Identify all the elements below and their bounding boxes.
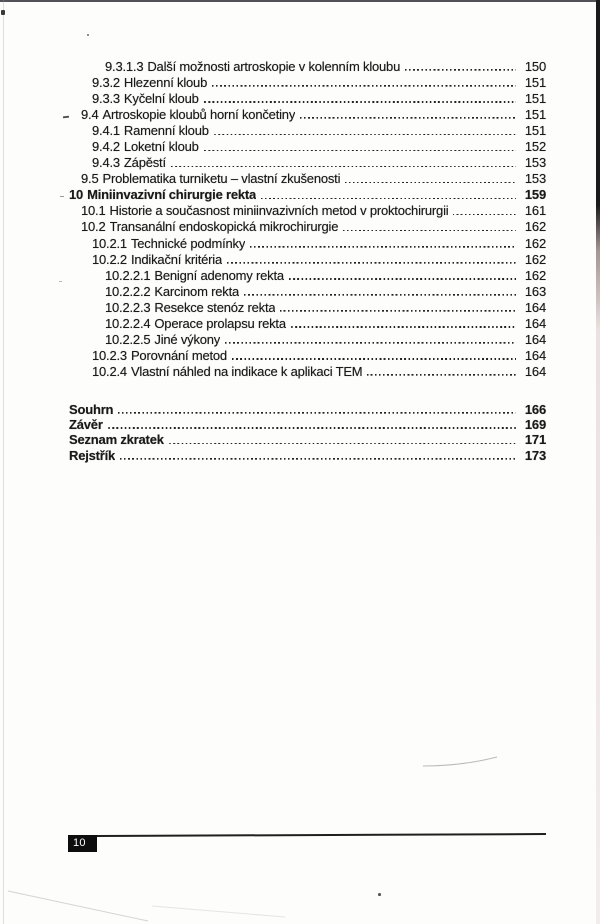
toc-entry-title: Benigní adenomy rekta: [154, 267, 284, 283]
toc-entry-title: Transanální endoskopická mikrochirurgie: [109, 219, 339, 235]
toc-entry: [0, 171, 546, 187]
toc-entry-title: Seznam zkratek: [69, 432, 164, 448]
dot-leader: [204, 150, 516, 152]
toc-entry: [0, 203, 546, 219]
toc-entry-number: 9.3.1.3: [105, 59, 144, 74]
toc-entry-title: Zápěstí: [123, 155, 166, 171]
toc-entry-page: 162: [524, 267, 546, 283]
toc-entry-page: 151: [524, 91, 546, 107]
toc-entry-page: 164: [524, 331, 546, 347]
toc-entry-title: Porovnání metod: [130, 347, 227, 363]
dot-leader: [345, 182, 516, 184]
toc-entry-page: 173: [524, 447, 546, 463]
toc-entry: [0, 268, 546, 284]
toc-entry-title: Závěr: [69, 417, 103, 433]
toc-entry-title: Resekce stenóz rekta: [154, 299, 276, 315]
toc-entry-number: 9.3.3: [92, 91, 120, 107]
toc-entry-title: Rejstřík: [69, 447, 116, 463]
toc-backmatter-list: [0, 402, 546, 463]
toc-entry-number: 10.2.2.2: [105, 283, 151, 299]
toc-entry: [0, 139, 546, 155]
toc-entry-number: 9.4.2: [92, 139, 120, 155]
toc-entry-title: Operace prolapsu rekta: [154, 315, 286, 331]
toc-entry: [0, 91, 546, 107]
toc-entry-number: 9.3.2: [92, 75, 120, 91]
scan-artifact-speck: [87, 34, 89, 36]
toc-entry-number: 10.2.3: [92, 347, 127, 363]
toc-entry-number: 9.4.3: [92, 155, 120, 171]
dot-leader: [250, 246, 516, 248]
toc-entry-title: Další možnosti artroskopie v kolenním kloubu: [147, 59, 401, 74]
toc-entry-page: 166: [524, 401, 546, 417]
dot-leader: [300, 117, 516, 119]
toc-entry-number: 9.4.1: [92, 123, 120, 139]
dot-leader: [118, 412, 516, 414]
toc-entry-list: [0, 59, 546, 380]
backmatter-entry: [0, 432, 546, 447]
toc-entry: [0, 284, 546, 300]
toc-entry-title: Indikační kritéria: [130, 251, 223, 267]
toc-entry-number: 10.2.2.5: [105, 331, 151, 347]
footer-rule: [97, 833, 546, 837]
scan-artifact-speck: [1, 10, 5, 15]
toc-entry-number: 10.2.2.3: [105, 299, 151, 315]
toc-entry: [0, 236, 546, 252]
toc-entry-title: Jiné výkony: [154, 331, 221, 347]
toc-entry: [0, 300, 546, 316]
dot-leader: [261, 198, 516, 200]
dot-leader: [280, 310, 516, 312]
toc-entry-title: Loketní kloub: [123, 139, 199, 155]
toc-entry: [0, 123, 546, 139]
toc-entry-page: 161: [524, 203, 546, 219]
toc-entry-number: 10.2.2.1: [105, 267, 151, 283]
toc-entry-page: 153: [524, 171, 546, 187]
dot-leader: [120, 458, 516, 460]
toc-entry: [0, 107, 546, 123]
toc-entry-page: 150: [524, 59, 546, 74]
toc-entry-page: 164: [524, 299, 546, 315]
toc-entry: [0, 155, 546, 171]
toc-entry: [0, 316, 546, 332]
toc-entry-page: 151: [524, 107, 546, 123]
toc-entry-number: 9.5: [81, 171, 99, 187]
toc-entry-title: Hlezenní kloub: [123, 75, 208, 91]
toc-entry-title: Kyčelní kloub: [123, 91, 199, 107]
dot-leader: [244, 294, 516, 296]
toc-entry-title: Artroskopie kloubů horní končetiny: [102, 107, 296, 123]
toc-entry-number: 10.1: [81, 203, 106, 219]
toc-entry-page: 152: [524, 139, 546, 155]
toc-entry: [0, 59, 546, 75]
toc-entry-title: Ramenní kloub: [123, 123, 209, 139]
scan-artifact-speck: [378, 893, 381, 896]
toc-entry-title: Technické podmínky: [130, 235, 246, 251]
backmatter-entry: [0, 417, 546, 432]
toc-entry-title: Problematika turniketu – vlastní zkušenosti: [102, 171, 341, 187]
toc-entry-page: 162: [524, 219, 546, 235]
dot-leader: [289, 278, 516, 280]
dot-leader: [212, 85, 516, 87]
page-edge-right: [596, 0, 600, 924]
toc-entry-title: Vlastní náhled na indikace k aplikaci TEM: [130, 363, 363, 379]
toc-entry-page: 153: [524, 155, 546, 171]
toc-entry-number: 10.2.1: [92, 235, 127, 251]
toc-entry-page: 151: [524, 75, 546, 91]
toc-entry-number: 9.4: [81, 107, 99, 123]
backmatter-entry: [0, 448, 546, 463]
page-number-box: [68, 835, 97, 852]
toc-entry-page: 162: [524, 251, 546, 267]
dot-leader: [405, 69, 516, 71]
dot-leader: [214, 134, 516, 136]
toc-entry: [0, 219, 546, 235]
toc-entry-number: 10.2.4: [92, 363, 127, 379]
dot-leader: [225, 342, 516, 344]
table-of-contents: [0, 59, 546, 463]
page-number: 10: [73, 837, 86, 849]
toc-entry-page: 159: [524, 187, 546, 203]
dot-leader: [291, 326, 516, 328]
toc-entry-page: 164: [524, 363, 546, 379]
dot-leader: [232, 358, 516, 360]
toc-entry-page: 163: [524, 283, 546, 299]
dot-leader: [453, 214, 516, 216]
toc-entry: [0, 75, 546, 91]
dot-leader: [227, 262, 516, 264]
toc-entry-title: Karcinom rekta: [154, 283, 240, 299]
toc-entry-number: 10: [69, 187, 84, 203]
toc-entry: [0, 187, 546, 203]
toc-entry: [0, 364, 546, 380]
dot-leader: [169, 443, 516, 445]
toc-entry-title: Miniinvazivní chirurgie rekta: [87, 187, 257, 203]
dot-leader: [343, 230, 516, 232]
toc-entry: [0, 348, 546, 364]
dot-leader: [204, 101, 516, 103]
toc-entry: [0, 332, 546, 348]
toc-entry: [0, 252, 546, 268]
toc-entry-title: Historie a současnost miniinvazivních metod v proktochirurgii: [109, 203, 449, 219]
toc-entry-title: Souhrn: [69, 401, 114, 417]
toc-entry-number: 10.2.2: [92, 251, 127, 267]
toc-entry-page: 164: [524, 347, 546, 363]
page-edge-top: [0, 0, 600, 2]
toc-entry-page: 169: [524, 417, 546, 433]
backmatter-entry: [0, 402, 546, 417]
toc-entry-page: 164: [524, 315, 546, 331]
toc-entry-page: 171: [524, 432, 546, 448]
toc-entry-number: 10.2: [81, 219, 106, 235]
toc-entry-page: 151: [524, 123, 546, 139]
dot-leader: [171, 166, 516, 168]
toc-entry-page: 162: [524, 235, 546, 251]
dot-leader: [367, 374, 516, 376]
toc-entry-number: 10.2.2.4: [105, 315, 151, 331]
dot-leader: [108, 427, 516, 429]
